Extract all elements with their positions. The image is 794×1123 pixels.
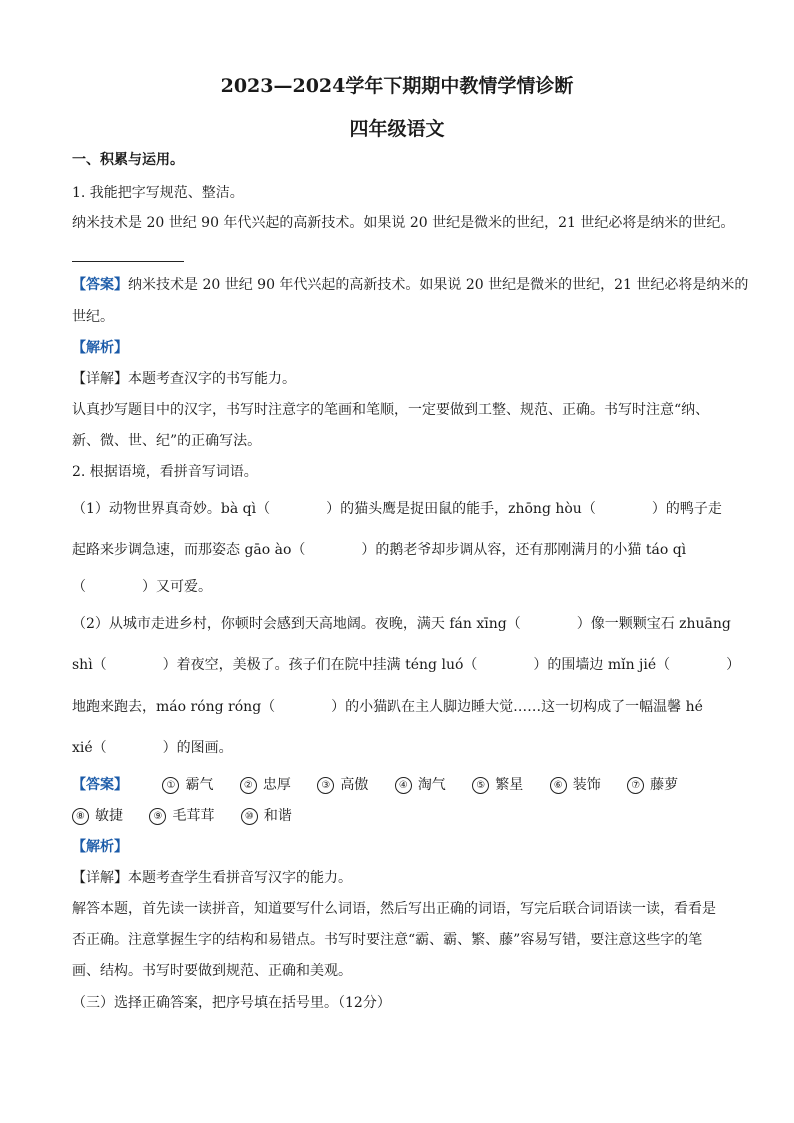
analysis-tag: 【解析】 [72, 340, 128, 356]
detail-text: 本题考查学生看拼音写汉字的能力。 [128, 870, 352, 886]
q2-explain-1: 解答本题，首先读一读拼音，知道要写什么词语，然后写出正确的词语，写完后联合词语读一读，看看是 [72, 901, 716, 917]
answer-item: ⑥ 装饰 [550, 776, 601, 794]
q1-answer-cont: 世纪。 [72, 309, 114, 325]
section-heading-1: 一、积累与运用。 [72, 152, 184, 168]
answer-item: ⑤ 繁星 [472, 776, 523, 794]
answer-item: ② 忠厚 [240, 776, 291, 794]
q2-stem: 2. 根据语境，看拼音写词语。 [72, 464, 258, 480]
answer-item: ⑦ 藤萝 [627, 776, 678, 794]
answer-tag: 【答案】 [72, 277, 128, 293]
q2-p2-line1: （2）从城市走进乡村，你顿时会感到天高地阔。夜晚，满天 fán xīng（ ）像一颗颗宝石 zhuāng [72, 616, 731, 632]
answer-item: ⑧ 敏捷 [72, 807, 123, 825]
detail-text: 本题考查汉字的书写能力。 [128, 371, 296, 387]
q1-explain-1: 认真抄写题目中的汉字，书写时注意字的笔画和笔顺，一定要做到工整、规范、正确。书写时注意“纳、 [72, 402, 710, 418]
q1-detail [72, 370, 296, 388]
answer-item: ③ 高傲 [317, 776, 368, 794]
answer-text: 纳米技术是 20 世纪 90 年代兴起的高新技术。如果说 20 世纪是微米的世纪，21 世纪必将是纳米的 [128, 277, 749, 293]
q2-explain-2: 否正确。注意掌握生字的结构和易错点。书写时要注意“霸、霸、繁、藤”容易写错，要注意这些字的笔 [72, 932, 703, 948]
q1-stem: 1. 我能把字写规范、整洁。 [72, 185, 244, 201]
q1-answer [72, 276, 748, 294]
answer-item: ④ 淘气 [395, 776, 446, 794]
answer-item: ① 霸气 [162, 776, 213, 794]
q2-p1-line1: （1）动物世界真奇妙。bà qì（ ）的猫头鹰是捉田鼠的能手，zhōng hòu（ ）的鸭子走 [72, 501, 722, 517]
answer-underline [72, 261, 184, 262]
q2-detail [72, 869, 352, 887]
q2-answer-row-1 [72, 776, 678, 794]
q2-answer-row-2 [72, 807, 292, 825]
answer-tag: 【答案】 [72, 777, 128, 793]
q1-explain-2: 新、微、世、纪”的正确写法。 [72, 433, 262, 449]
answer-item: ⑩ 和谐 [241, 807, 292, 825]
q1-text: 纳米技术是 20 世纪 90 年代兴起的高新技术。如果说 20 世纪是微米的世纪，21 世纪必将是纳米的世纪。 [72, 215, 735, 231]
q2-p1-line3: （ ）又可爱。 [72, 579, 212, 595]
section-heading-3: （三）选择正确答案，把序号填在括号里。（12分） [72, 995, 391, 1011]
detail-tag: 【详解】 [72, 371, 128, 387]
q2-p2-line3: 地跑来跑去，máo róng róng（ ）的小猫趴在主人脚边睡大觉……这一切构成了一幅温馨 hé [72, 699, 703, 715]
detail-tag: 【详解】 [72, 870, 128, 886]
exam-subtitle: 四年级语文 [349, 118, 445, 140]
q2-p2-line4: xié（ ）的图画。 [72, 740, 233, 756]
q2-p1-line2: 起路来步调急速，而那姿态 gāo ào（ ）的鹅老爷却步调从容，还有那刚满月的小猫 táo qì [72, 542, 687, 558]
analysis-tag: 【解析】 [72, 839, 128, 855]
q2-explain-3: 画、结构。书写时要做到规范、正确和美观。 [72, 963, 352, 979]
exam-title: 2023—2024学年下期期中教情学情诊断 [220, 75, 574, 97]
answer-item: ⑨ 毛茸茸 [149, 807, 214, 825]
q2-p2-line2: shì（ ）着夜空，美极了。孩子们在院中挂满 téng luó（ ）的围墙边 mǐn jié（ ） [72, 657, 741, 673]
